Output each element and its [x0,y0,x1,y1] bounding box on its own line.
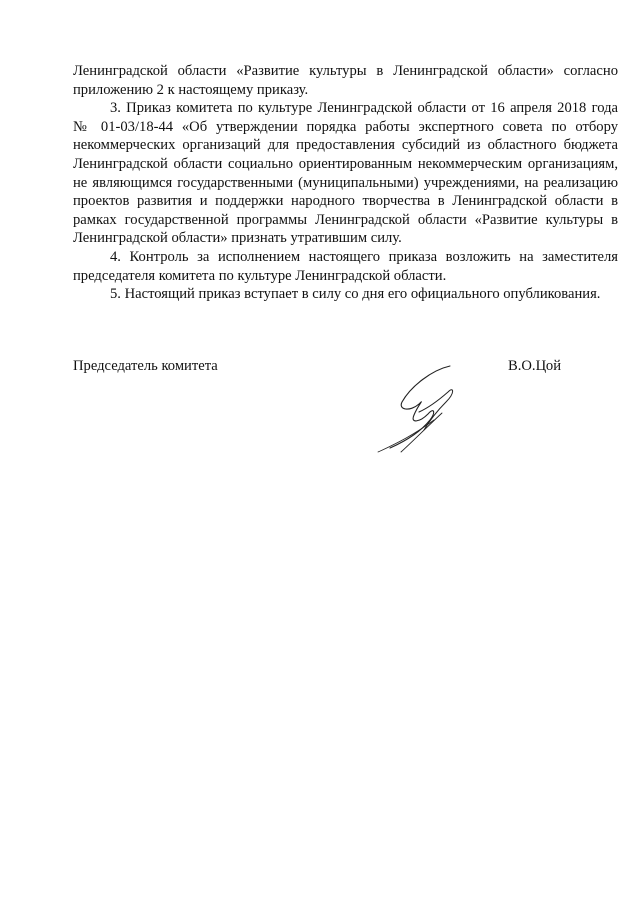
handwritten-signature [370,360,465,455]
paragraph-3: 3. Приказ комитета по культуре Ленинградской области от 16 апреля 2018 года № 01-03/18-44 «Об утверждении порядка работы экспертного совета по отбору некоммерческих организаций для предоставления субсидий из областного бюджета Ленинградской области социально ориентированным некоммерческим организациям, не являющимся государственными (муниципальными) учреждениями, на реализацию проектов развития и поддержки народного творчества в Ленинградской области в рамках государственной программы Ленинградской области «Развитие культуры в Ленинградской области» признать утратившим силу. [73,100,618,247]
paragraph-5: 5. Настоящий приказ вступает в силу со дня его официального опубликования. [110,286,601,303]
paragraph-4: 4. Контроль за исполнением настоящего приказа возложить на заместителя председателя комитета по культуре Ленинградской области. [73,248,618,284]
signatory-title: Председатель комитета [73,358,218,374]
paragraph-2-continuation: Ленинградской области «Развитие культуры в Ленинградской области» согласно приложению 2 к настоящему приказу. [73,63,618,98]
signatory-name: В.О.Цой [508,358,562,374]
signature-block [73,357,618,377]
document-body [73,62,618,304]
